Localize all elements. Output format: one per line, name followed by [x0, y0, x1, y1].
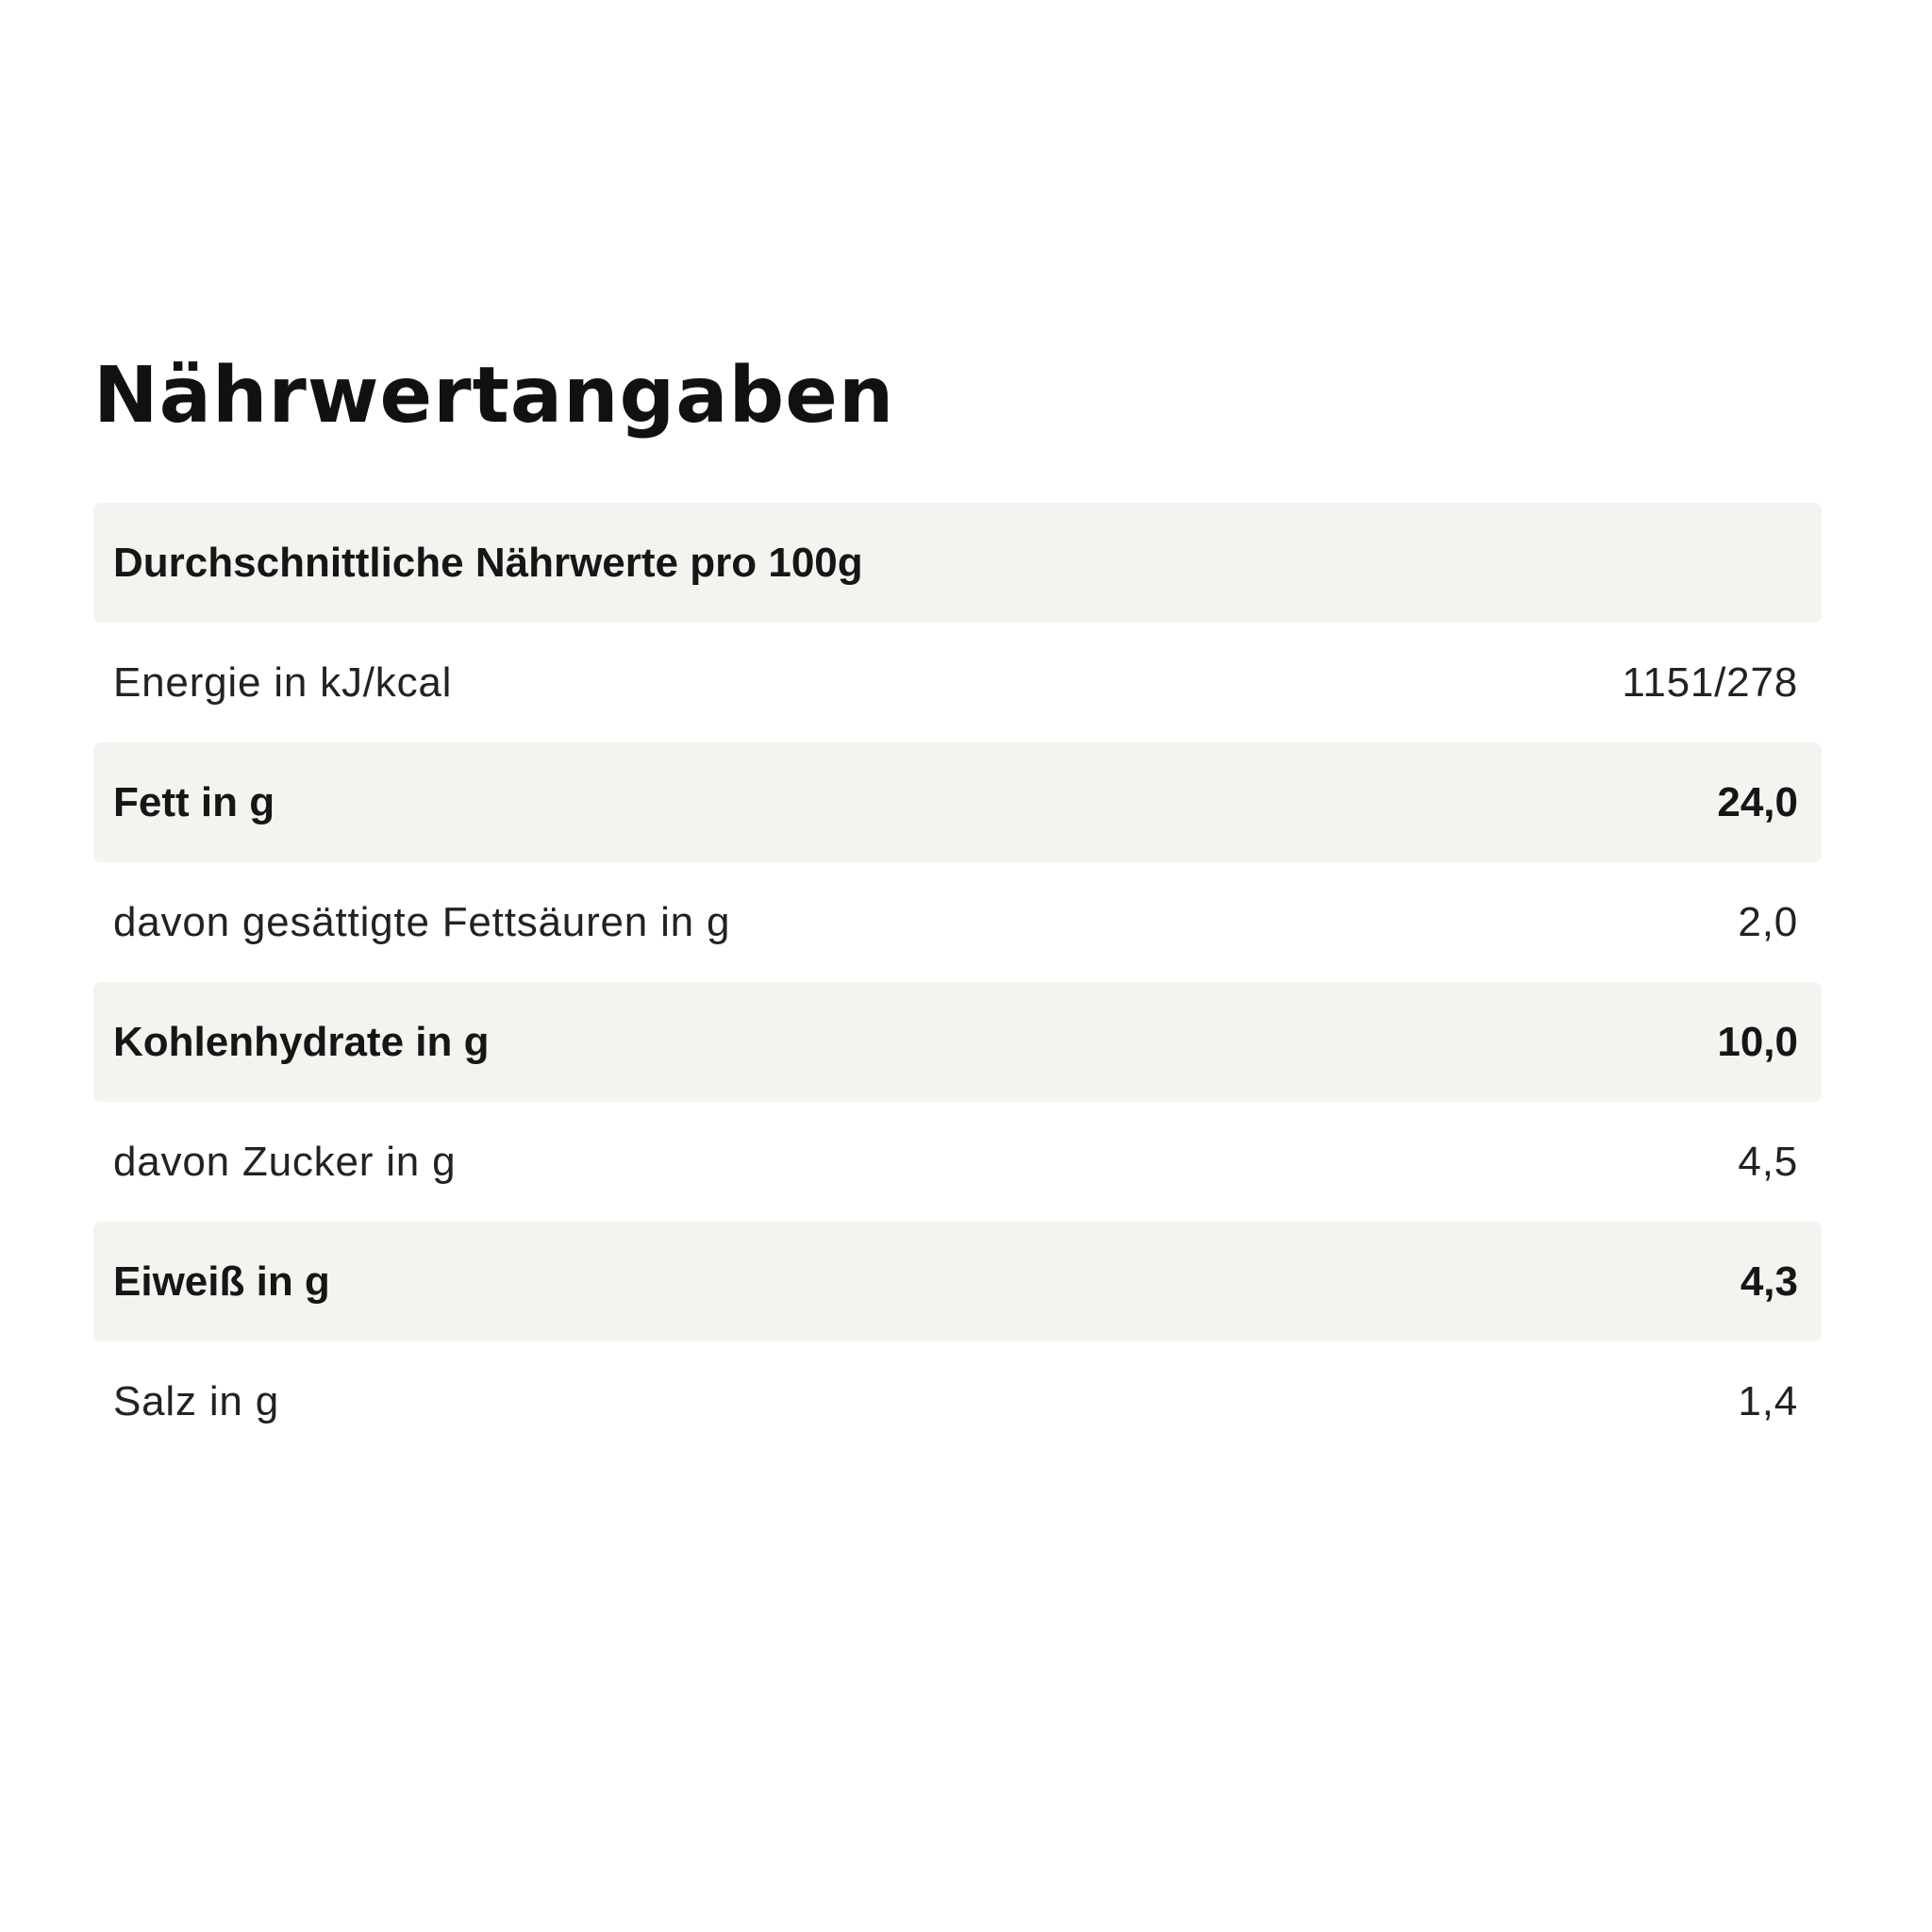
row-label: Eiweiß in g: [113, 1257, 330, 1305]
row-value: 2,0: [1738, 898, 1798, 945]
table-row-protein: [93, 1222, 1822, 1341]
nutrition-section: [93, 349, 1822, 1424]
table-row-salt: [93, 1341, 1822, 1461]
row-value: 4,5: [1738, 1138, 1798, 1185]
row-value: 4,3: [1740, 1257, 1798, 1305]
row-label: Kohlenhydrate in g: [113, 1018, 490, 1065]
row-value: 24,0: [1717, 778, 1798, 825]
page-title: Nährwertangaben: [93, 351, 895, 441]
row-label: davon gesättigte Fettsäuren in g: [113, 898, 731, 945]
table-row-fat: [93, 742, 1822, 862]
table-row-sugar: [93, 1102, 1822, 1222]
nutrition-table: [93, 503, 1822, 1461]
table-header-label: Durchschnittliche Nährwerte pro 100g: [113, 539, 863, 586]
row-label: Energie in kJ/kcal: [113, 658, 453, 706]
row-label: Fett in g: [113, 778, 275, 825]
row-value: 10,0: [1717, 1018, 1798, 1065]
table-row-energy: [93, 623, 1822, 742]
row-value: 1151/278: [1622, 658, 1798, 706]
row-label: Salz in g: [113, 1377, 279, 1424]
table-header-row: [93, 503, 1822, 623]
table-row-carbohydrates: [93, 982, 1822, 1102]
row-label: davon Zucker in g: [113, 1138, 457, 1185]
row-value: 1,4: [1738, 1377, 1798, 1424]
table-row-saturated-fat: [93, 862, 1822, 982]
